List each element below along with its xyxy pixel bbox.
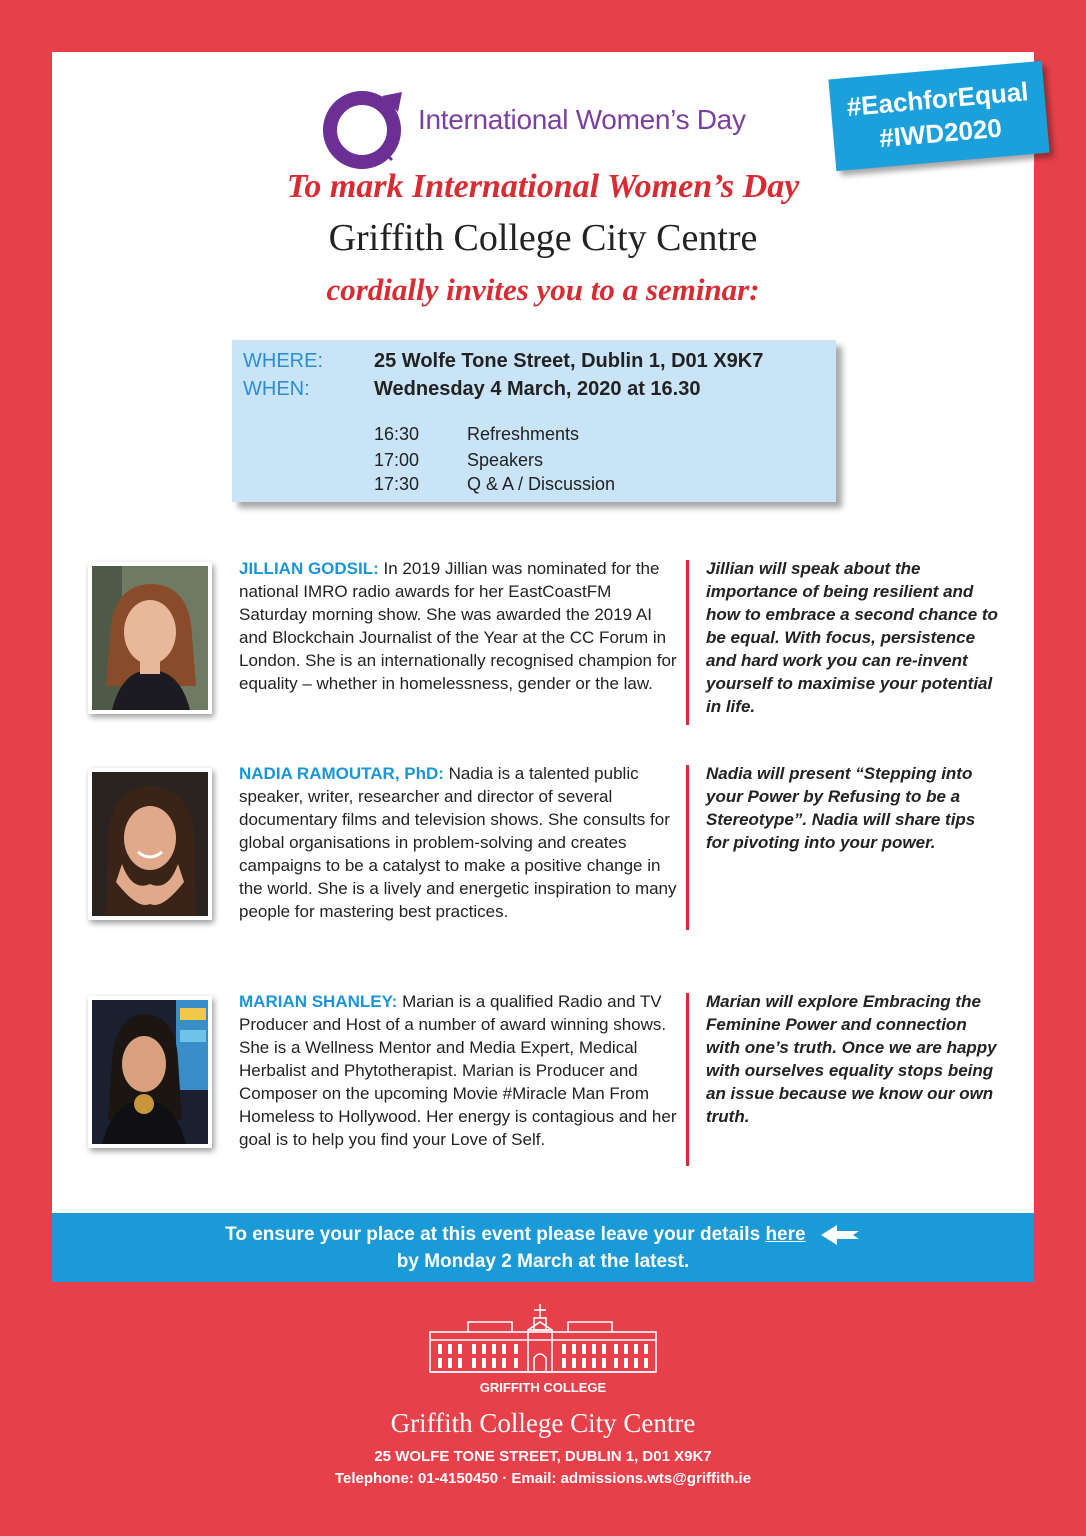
- footer-college-name: Griffith College City Centre: [390, 1408, 696, 1438]
- schedule-time: 16:30: [374, 424, 420, 444]
- speaker-bio-marian: [239, 990, 679, 1151]
- speaker-bio-text: Marian is a qualified Radio and TV Producer and Host of a number of award winning shows. She is a Wellness Mentor and Media Expert, Medical Herbalist and Phytotherapist. Marian is Producer and Composer on the upcoming Movie #Miracle Man From Homeless to Hollywood. Her energy is contagious and her goal is to help you find your Love of Self.: [239, 992, 677, 1149]
- speaker-name: MARIAN SHANLEY:: [239, 992, 398, 1011]
- schedule-time: 17:30: [374, 474, 420, 494]
- hashtag-badge: [828, 61, 1049, 171]
- when-label: WHEN:: [243, 378, 310, 400]
- where-value: 25 Wolfe Tone Street, Dublin 1, D01 X9K7: [374, 350, 764, 372]
- arrow-left-icon: [819, 1224, 861, 1246]
- speaker-photo-marian: [88, 996, 212, 1148]
- schedule-activity: Refreshments: [467, 424, 580, 444]
- speaker-bio-nadia: [239, 762, 679, 923]
- college-heading: Griffith College City Centre: [328, 217, 758, 259]
- when-value: Wednesday 4 March, 2020 at 16.30: [374, 378, 701, 400]
- speaker-divider: [686, 560, 689, 725]
- portrait-jillian-icon: [92, 566, 208, 710]
- registration-banner: [52, 1213, 1034, 1282]
- footer-address: 25 WOLFE TONE STREET, DUBLIN 1, D01 X9K7: [374, 1448, 712, 1465]
- schedule-activity: Speakers: [467, 450, 544, 470]
- speaker-talk-marian: Marian will explore Embracing the Feminine Power and connection with one’s truth. Once we are happy with ourselves equality stops being an issue because we know our own truth.: [706, 992, 997, 1126]
- speaker-talk-nadia: Nadia will present “Stepping into your Power by Refusing to be a Stereotype”. Nadia will share tips for pivoting into your power.: [706, 764, 976, 852]
- speaker-divider: [686, 765, 689, 930]
- footer-contact: Telephone: 01-4150450 · Email: admissions.wts@griffith.ie: [334, 1470, 752, 1487]
- mark-heading: To mark International Women’s Day: [286, 168, 800, 205]
- hashtag-iwd2020: #IWD2020: [877, 112, 1003, 154]
- speaker-bio-text: In 2019 Jillian was nominated for the national IMRO radio awards for her EastCoastFM Saturday morning show. She was awarded the 2019 AI and Blockchain Journalist of the Year at the CC Forum in London. She is an internationally recognised champion for equality – whether in homelessness, gender or the law.: [239, 559, 677, 693]
- hashtag-each-for-equal: #EachforEqual: [845, 76, 1030, 122]
- iwd-logo-icon: [320, 82, 412, 174]
- iwd-title: International Women’s Day: [418, 104, 746, 135]
- banner-text: To ensure your place at this event please leave your details: [225, 1224, 766, 1245]
- portrait-nadia-icon: [92, 772, 208, 916]
- speaker-name: JILLIAN GODSIL:: [239, 559, 379, 578]
- register-here-link[interactable]: here: [765, 1224, 806, 1245]
- schedule-activity: Q & A / Discussion: [467, 474, 616, 494]
- where-label: WHERE:: [243, 350, 323, 372]
- footer-logo-text: GRIFFITH COLLEGE: [479, 1380, 607, 1395]
- portrait-marian-icon: [92, 1000, 208, 1144]
- griffith-college-building-logo-icon: [428, 1302, 658, 1398]
- event-info-box: [232, 340, 836, 502]
- speaker-photo-jillian: [88, 562, 212, 714]
- schedule-time: 17:00: [374, 450, 420, 470]
- speaker-photo-nadia: [88, 768, 212, 920]
- speaker-name: NADIA RAMOUTAR, PhD:: [239, 764, 444, 783]
- speaker-divider: [686, 993, 689, 1166]
- invite-heading: cordially invites you to a seminar:: [326, 272, 760, 307]
- banner-deadline: by Monday 2 March at the latest.: [396, 1251, 690, 1272]
- speaker-talk-jillian: Jillian will speak about the importance of being resilient and how to embrace a second chance to be equal. With focus, persistence and hard work you can re-invent yourself to maximise your potential in life.: [706, 559, 998, 716]
- speaker-bio-jillian: [239, 557, 679, 695]
- speaker-bio-text: Nadia is a talented public speaker, writer, researcher and director of several documentary films and television shows. She consults for global organisations in problem-solving and creates campaigns to be a catalyst to make a positive change in the world. She is a lively and energetic inspiration to many people for mastering best practices.: [239, 764, 677, 921]
